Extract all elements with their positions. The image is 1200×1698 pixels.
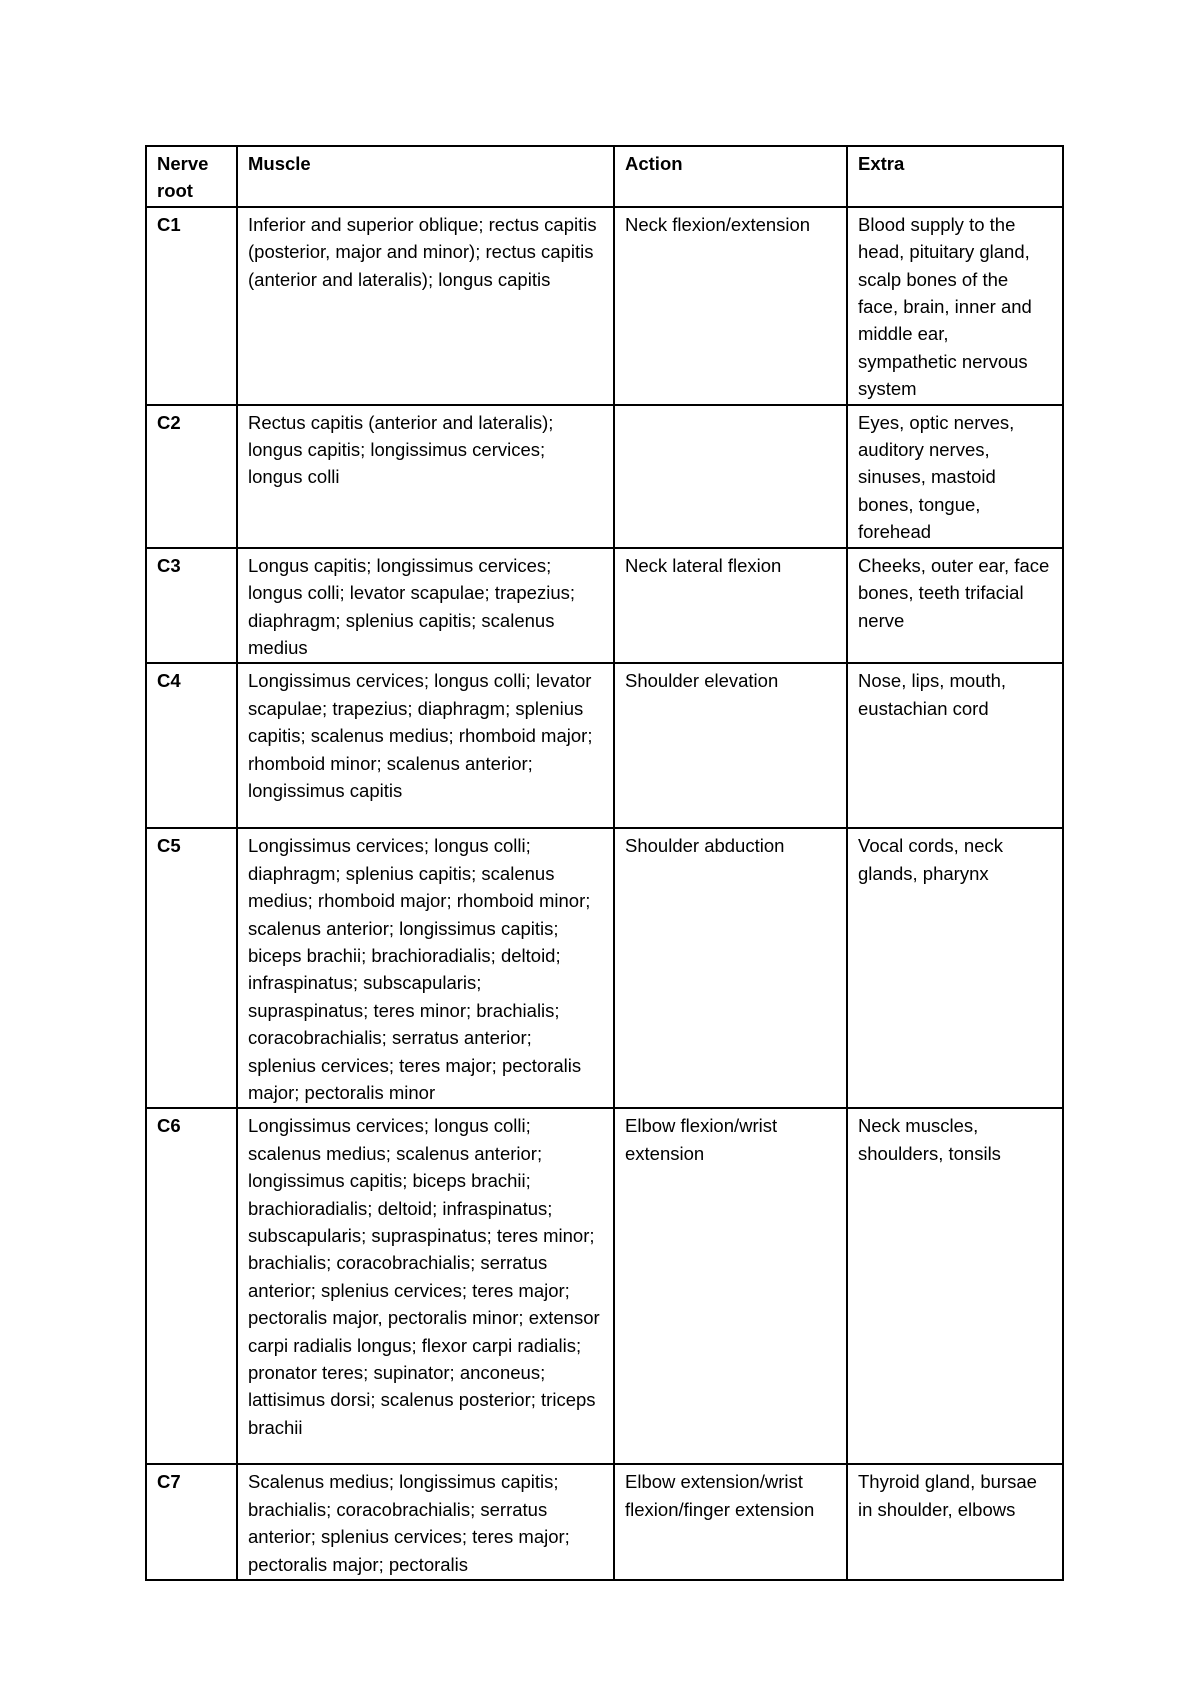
header-extra: Extra	[847, 146, 1063, 207]
header-muscle: Muscle	[237, 146, 614, 207]
table-row	[146, 405, 1063, 548]
cell-action: Neck flexion/extension	[614, 207, 847, 405]
cell-nerve-root: C7	[146, 1464, 237, 1580]
cell-muscle: Scalenus medius; longissimus capitis; brachialis; coracobrachialis; serratus anterior; splenius cervices; teres major; pectoralis major; pectoralis	[237, 1464, 614, 1580]
table-row	[146, 207, 1063, 405]
cell-extra: Cheeks, outer ear, face bones, teeth trifacial nerve	[847, 548, 1063, 664]
nerve-root-table	[145, 145, 1064, 1581]
cell-nerve-root: C4	[146, 663, 237, 828]
cell-nerve-root: C5	[146, 828, 237, 1108]
table-row	[146, 1108, 1063, 1464]
table-row	[146, 1464, 1063, 1580]
table-row	[146, 663, 1063, 828]
cell-nerve-root: C3	[146, 548, 237, 664]
cell-extra: Vocal cords, neck glands, pharynx	[847, 828, 1063, 1108]
cell-extra: Neck muscles, shoulders, tonsils	[847, 1108, 1063, 1464]
cell-action: Shoulder elevation	[614, 663, 847, 828]
cell-extra: Eyes, optic nerves, auditory nerves, sinuses, mastoid bones, tongue, forehead	[847, 405, 1063, 548]
header-nerve-root: Nerve root	[146, 146, 237, 207]
cell-muscle: Longissimus cervices; longus colli; diaphragm; splenius capitis; scalenus medius; rhomboid major; rhomboid minor; scalenus anterior; longissimus capitis; biceps brachii; brachioradialis; deltoid; infraspinatus; subscapularis; supraspinatus; teres minor; brachialis; coracobrachialis; serratus anterior; splenius cervices; teres major; pectoralis major; pectoralis minor	[237, 828, 614, 1108]
cell-action: Elbow extension/wrist flexion/finger extension	[614, 1464, 847, 1580]
cell-muscle: Longissimus cervices; longus colli; scalenus medius; scalenus anterior; longissimus capitis; biceps brachii; brachioradialis; deltoid; infraspinatus; subscapularis; supraspinatus; teres minor; brachialis; coracobrachialis; serratus anterior; splenius cervices; teres major; pectoralis major, pectoralis minor; extensor carpi radialis longus; flexor carpi radialis; pronator teres; supinator; anconeus; lattisimus dorsi; scalenus posterior; triceps brachii	[237, 1108, 614, 1464]
cell-action: Elbow flexion/wrist extension	[614, 1108, 847, 1464]
cell-muscle: Rectus capitis (anterior and lateralis); longus capitis; longissimus cervices; longus colli	[237, 405, 614, 548]
table-row	[146, 828, 1063, 1108]
header-action: Action	[614, 146, 847, 207]
table-row	[146, 548, 1063, 664]
cell-extra: Nose, lips, mouth, eustachian cord	[847, 663, 1063, 828]
header-row	[146, 146, 1063, 207]
cell-nerve-root: C6	[146, 1108, 237, 1464]
cell-action: Neck lateral flexion	[614, 548, 847, 664]
cell-muscle: Longissimus cervices; longus colli; levator scapulae; trapezius; diaphragm; splenius capitis; scalenus medius; rhomboid major; rhomboid minor; scalenus anterior; longissimus capitis	[237, 663, 614, 828]
cell-nerve-root: C1	[146, 207, 237, 405]
cell-nerve-root: C2	[146, 405, 237, 548]
cell-muscle: Longus capitis; longissimus cervices; longus colli; levator scapulae; trapezius; diaphragm; splenius capitis; scalenus medius	[237, 548, 614, 664]
cell-extra: Blood supply to the head, pituitary gland, scalp bones of the face, brain, inner and middle ear, sympathetic nervous system	[847, 207, 1063, 405]
cell-muscle: Inferior and superior oblique; rectus capitis (posterior, major and minor); rectus capitis (anterior and lateralis); longus capitis	[237, 207, 614, 405]
cell-action	[614, 405, 847, 548]
cell-action: Shoulder abduction	[614, 828, 847, 1108]
cell-extra: Thyroid gland, bursae in shoulder, elbows	[847, 1464, 1063, 1580]
